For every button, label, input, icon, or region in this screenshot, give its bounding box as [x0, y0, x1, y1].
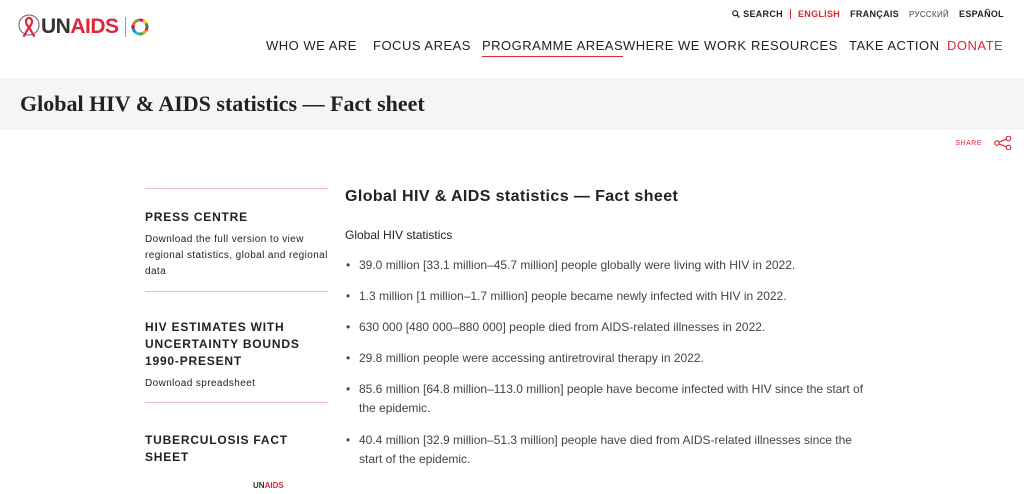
- hiv-estimates-title: HIV ESTIMATES WITH UNCERTAINTY BOUNDS 1990-PRESENT: [145, 320, 300, 368]
- facts-list: [345, 256, 865, 469]
- search-label: SEARCH: [743, 9, 783, 19]
- sidebar: [145, 188, 328, 490]
- share-label: SHARE: [955, 139, 982, 147]
- tuberculosis-block[interactable]: [145, 402, 328, 466]
- search-icon: [732, 10, 740, 18]
- main-nav: [0, 38, 1024, 54]
- nav-take-action[interactable]: TAKE ACTION: [849, 38, 940, 53]
- nav-focus-areas[interactable]: FOCUS AREAS: [373, 38, 471, 53]
- page-title: Global HIV & AIDS statistics — Fact sheet: [20, 91, 425, 116]
- lang-english[interactable]: ENGLISH: [797, 9, 841, 19]
- list-item: • 1.3 million [1 million–1.7 million] people became newly infected with HIV in 2022.: [345, 287, 865, 306]
- nav-programme-areas[interactable]: PROGRAMME AREAS: [482, 38, 623, 57]
- nav-who-we-are[interactable]: WHO WE ARE: [266, 38, 357, 53]
- site-header: [0, 0, 1024, 78]
- main-content: [345, 188, 865, 469]
- list-item: • 85.6 million [64.8 million–113.0 million] people have become infected with HIV since the start of the epidemic.: [345, 380, 865, 418]
- logo-divider: [125, 17, 126, 37]
- press-centre-block[interactable]: [145, 188, 328, 291]
- hiv-estimates-block[interactable]: [145, 291, 328, 402]
- lang-french[interactable]: FRANÇAIS: [850, 9, 899, 19]
- logo-text: UNAIDS: [41, 15, 119, 38]
- lang-russian[interactable]: РУССКИЙ: [908, 9, 950, 19]
- share-button[interactable]: [955, 136, 1012, 150]
- press-centre-title: PRESS CENTRE: [145, 210, 248, 224]
- util-divider: [790, 9, 791, 19]
- utility-nav: [722, 9, 1004, 19]
- red-ribbon-icon: [18, 14, 40, 40]
- share-icon: [994, 136, 1012, 150]
- sdg-wheel-icon: [131, 18, 149, 36]
- list-item: • 630 000 [480 000–880 000] people died from AIDS-related illnesses in 2022.: [345, 318, 865, 337]
- title-band: [0, 78, 1024, 130]
- list-item: • 40.4 million [32.9 million–51.3 million] people have died from AIDS-related illnesses since the start of the epidemic.: [345, 431, 865, 469]
- list-item: • 39.0 million [33.1 million–45.7 million] people globally were living with HIV in 2022.: [345, 256, 865, 275]
- nav-donate[interactable]: DONATE: [947, 38, 1004, 53]
- nav-where-we-work[interactable]: WHERE WE WORK: [623, 38, 747, 53]
- thumbnail-logo: UNAIDS: [253, 481, 284, 490]
- lang-spanish[interactable]: ESPAÑOL: [959, 9, 1004, 19]
- content-heading: Global HIV & AIDS statistics — Fact sheet: [345, 188, 679, 205]
- unaids-logo[interactable]: [18, 14, 149, 40]
- nav-resources[interactable]: RESOURCES: [751, 38, 838, 53]
- hiv-estimates-text: Download spreadsheet: [145, 378, 256, 389]
- content-subheading: Global HIV statistics: [345, 228, 453, 242]
- tuberculosis-title: TUBERCULOSIS FACT SHEET: [145, 433, 288, 464]
- search-link[interactable]: [732, 9, 783, 19]
- list-item: • 29.8 million people were accessing antiretroviral therapy in 2022.: [345, 349, 865, 368]
- press-centre-text: Download the full version to view regional statistics, global and regional data: [145, 234, 328, 277]
